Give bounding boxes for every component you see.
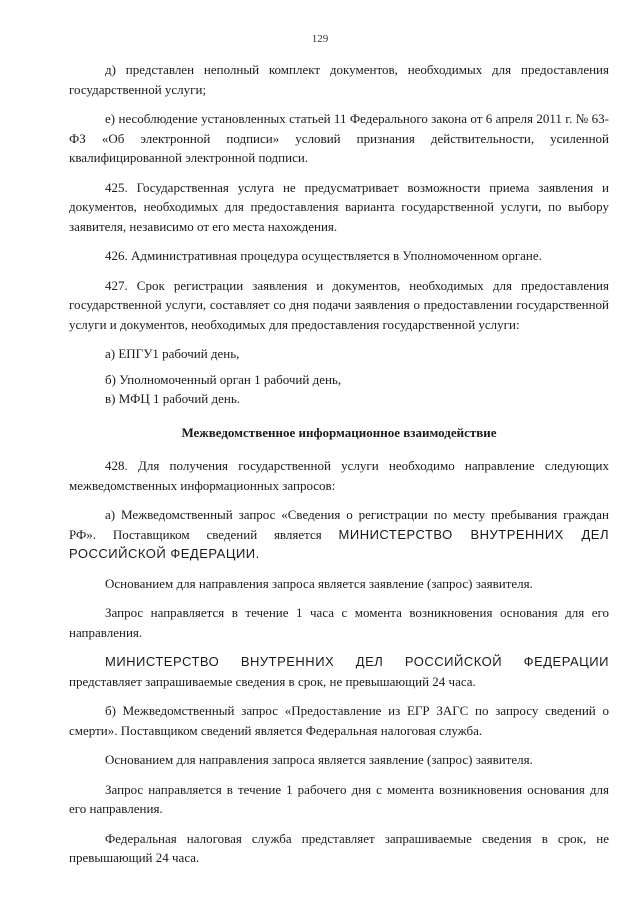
- paragraph-sent-2: Запрос направляется в течение 1 рабочего дня с момента возникновения основания для его направления.: [69, 781, 609, 816]
- paragraph-basis-1: Основанием для направления запроса является заявление (запрос) заявителя.: [105, 575, 533, 591]
- ministry-name: МИНИСТЕРСТВО ВНУТРЕННИХ ДЕЛ РОССИЙСКОЙ ФЕДЕРАЦИИ.: [69, 526, 609, 561]
- paragraph-426: 426. Административная процедура осуществляется в Уполномоченном органе.: [105, 248, 542, 263]
- paragraph-427-b: б) Уполномоченный орган 1 рабочий день,: [105, 371, 342, 387]
- paragraph-sent-1: Запрос направляется в течение 1 часа с момента возникновения основания для его направления.: [69, 605, 609, 640]
- paragraph-428-b: б) Межведомственный запрос «Предоставление из ЕГР ЗАГС по запросу сведений о смерти». Поставщиком сведений является Федеральная налоговая служба.: [69, 703, 609, 738]
- paragraph-mvd: [69, 652, 609, 691]
- paragraph-427: 427. Срок регистрации заявления и документов, необходимых для предоставления государственной услуги, составляет со дня подачи заявления о предоставлении государственной услуги и документов, необходимых для предоставления государственной услуги:: [69, 277, 609, 332]
- paragraph-basis-2: Основанием для направления запроса является заявление (запрос) заявителя.: [105, 752, 533, 767]
- ministry-name: МИНИСТЕРСТВО ВНУТРЕННИХ ДЕЛ РОССИЙСКОЙ ФЕДЕРАЦИИ: [105, 654, 609, 669]
- paragraph-428-a-text: а) Межведомственный запрос «Сведения о регистрации по месту пребывания граждан РФ». Поставщиком сведений является: [69, 507, 609, 542]
- paragraph-425: 425. Государственная услуга не предусматривает возможности приема заявления и документов, необходимых для предоставления варианта государственной услуги, по выбору заявителя, независимо от его места нахождения.: [69, 179, 609, 234]
- paragraph-428-a: [69, 505, 609, 564]
- paragraph-e: е) несоблюдение установленных статьей 11 Федерального закона от 6 апреля 2011 г. № 63-ФЗ «Об электронной подписи» условий признания действительности, усиленной квалифицированной электронной подписи.: [69, 111, 609, 165]
- paragraph-d: д) представлен неполный комплект документов, необходимых для предоставления государственной услуги;: [69, 62, 609, 97]
- paragraph-428: 428. Для получения государственной услуги необходимо направление следующих межведомственных информационных запросов:: [69, 458, 609, 493]
- paragraph-mvd-text: представляет запрашиваемые сведения в срок, не превышающий 24 часа.: [69, 673, 476, 689]
- page-number: 129: [311, 33, 329, 45]
- paragraph-fns: Федеральная налоговая служба представляет запрашиваемые сведения в срок, не превышающий 24 часа.: [69, 830, 609, 865]
- section-heading: Межведомственное информационное взаимодействие: [181, 424, 497, 440]
- paragraph-427-a: а) ЕПГУ1 рабочий день,: [105, 346, 240, 361]
- paragraph-427-c: в) МФЦ 1 рабочий день.: [105, 391, 241, 406]
- document-body: [69, 60, 609, 868]
